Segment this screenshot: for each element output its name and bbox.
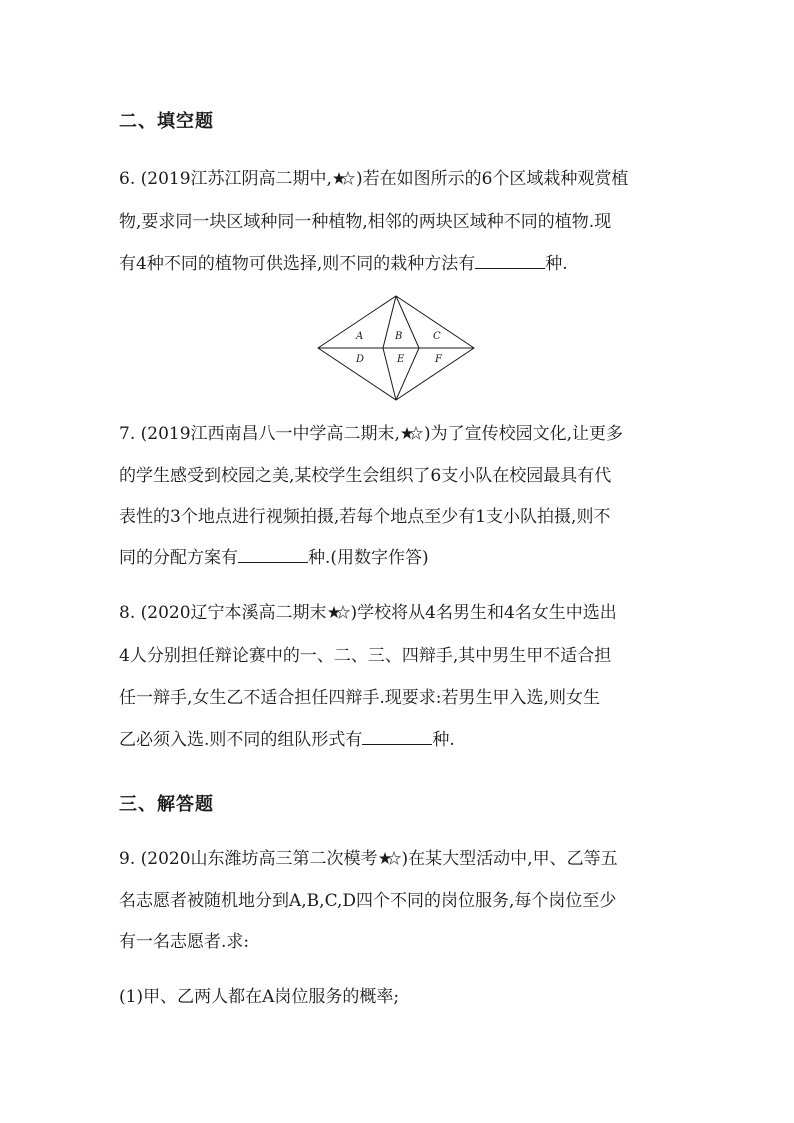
- q7-line-3: 表性的3个地点进行视频拍摄,若每个地点至少有1支小队拍摄,则不: [119, 507, 611, 527]
- region-diagram: [316, 294, 476, 402]
- q6-line-3: [119, 252, 679, 276]
- q7-line-1: [119, 422, 679, 446]
- q9-text: 9. (2020山东潍坊高三第二次模考: [119, 849, 378, 869]
- q6-line-2: 物,要求同一块区域种同一种植物,相邻的两块区域种不同的植物.现: [119, 212, 612, 232]
- answer-blank[interactable]: [362, 728, 432, 745]
- q6-text: 6. (2019江苏江阴高二期中,: [119, 169, 332, 189]
- q9-line-1: [119, 847, 679, 871]
- difficulty-stars-icon: [401, 426, 423, 440]
- q6-line-1: [119, 167, 679, 191]
- q8-text: 8. (2020辽宁本溪高二期末: [119, 603, 327, 623]
- answer-blank[interactable]: [475, 252, 545, 269]
- q7-text: )为了宣传校园文化,让更多: [423, 424, 623, 444]
- q8-text: )学校将从4名男生和4名女生中选出: [350, 603, 617, 623]
- q6-text: 有4种不同的植物可供选择,则不同的栽种方法有: [119, 254, 476, 274]
- q7-text: 同的分配方案有: [119, 548, 238, 568]
- region-label-e: E: [397, 354, 405, 365]
- q7-line-2: 的学生感受到校园之美,某校学生会组织了6支小队在校园最具有代: [119, 466, 612, 486]
- q8-text: 种.: [432, 730, 455, 750]
- section-heading-fill-blank: 二、填空题: [119, 111, 214, 132]
- q9-line-3: 有一名志愿者.求:: [119, 932, 250, 952]
- q7-text: 种.(用数字作答): [308, 548, 429, 568]
- difficulty-stars-icon: [328, 605, 350, 619]
- region-label-f: F: [435, 354, 442, 365]
- q8-text: 乙必须入选.则不同的组队形式有: [119, 730, 363, 750]
- q6-text: 种.: [545, 254, 568, 274]
- q8-line-4: [119, 728, 679, 752]
- answer-blank[interactable]: [238, 546, 308, 563]
- q6-text: )若在如图所示的6个区域栽种观赏植: [355, 169, 629, 189]
- region-label-b: B: [395, 331, 403, 342]
- q7-text: 7. (2019江西南昌八一中学高二期末,: [119, 424, 400, 444]
- q9-line-2: 名志愿者被随机地分到A,B,C,D四个不同的岗位服务,每个岗位至少: [119, 891, 617, 911]
- q9-text: )在某大型活动中,甲、乙等五: [401, 849, 618, 869]
- region-label-d: D: [356, 354, 365, 365]
- region-label-c: C: [433, 331, 441, 342]
- q8-line-1: [119, 601, 679, 625]
- q9-line-4: (1)甲、乙两人都在A岗位服务的概率;: [119, 987, 400, 1007]
- q8-line-3: 任一辩手,女生乙不适合担任四辩手.现要求:若男生甲入选,则女生: [119, 688, 600, 708]
- section-heading-solve: 三、解答题: [119, 794, 214, 815]
- difficulty-stars-icon: [379, 851, 401, 865]
- region-label-a: A: [356, 331, 364, 342]
- difficulty-stars-icon: [333, 171, 355, 185]
- q7-line-4: [119, 546, 679, 570]
- q8-line-2: 4人分别担任辩论赛中的一、二、三、四辩手,其中男生甲不适合担: [119, 646, 612, 666]
